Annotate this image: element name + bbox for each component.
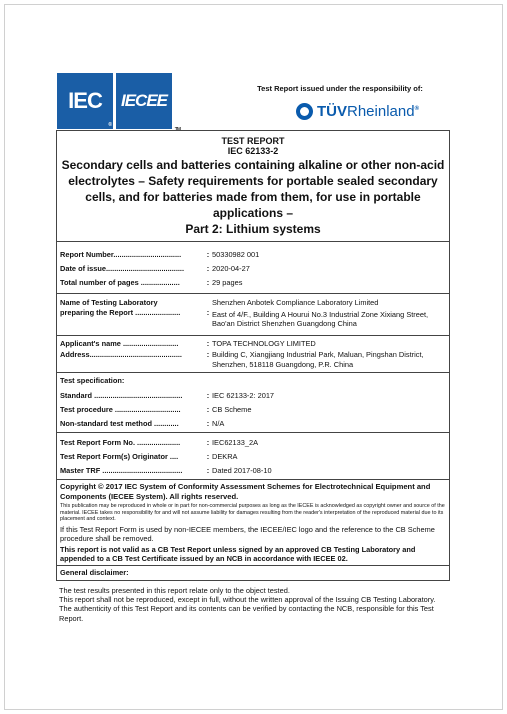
title-block <box>56 131 450 242</box>
standard-heading: IEC 62133-2 <box>227 146 279 156</box>
report-number-value: 50330982 001 <box>212 250 260 260</box>
test-spec-title: Test specification: <box>60 376 125 386</box>
report-number-label: Report Number................................. <box>60 250 182 260</box>
applicant-address: Building C, Xiangjiang Industrial Park, Maluan, Pingshan District, Shenzhen, 518118 Guangdong, P.R. China <box>212 350 424 369</box>
date-row: Date of issue...................................... : 2020-04-27 <box>57 262 449 276</box>
basic-info-section <box>56 242 450 294</box>
procedure-value: CB Scheme <box>212 404 252 414</box>
standard-value: IEC 62133-2: 2017 <box>212 390 275 400</box>
copyright-notice: This publication may be reproduced in whole or in part for non-commercial purposes as long as the IECEE is acknowledged as copyright owner and source of the material. IECEE takes no responsibility for and will not assume liability for damages resulting from the reader's interpretation of the reproduced material due to its placement and context. <box>60 503 445 523</box>
master-trf-label: Master TRF ....................................... <box>60 465 183 475</box>
standard-row: Standard ........................................... : IEC 62133-2: 2017 <box>57 388 449 402</box>
title-line-5: Part 2: Lithium systems <box>185 222 321 236</box>
lab-address: East of 4/F., Building A Hourui No.3 Industrial Zone Xixiang Street, Bao'an District Shenzhen Guangdong China <box>212 309 429 329</box>
title-line-1: Secondary cells and batteries containing alkaline or other non-acid <box>61 158 445 172</box>
master-trf-value: Dated 2017-08-10 <box>212 465 272 475</box>
iec-registered-mark: ® <box>108 122 111 128</box>
iec-logo <box>57 73 113 129</box>
test-spec-section <box>56 373 450 433</box>
applicant-address-row: Address............................................. : Building C, Xiangjiang Industrial Park, Maluan, Pingshan District, Shenzhen, 518118 Guangdong, P.R. China <box>57 349 449 370</box>
iec-logo-text: IEC <box>68 88 102 113</box>
report-heading: TEST REPORT <box>221 136 285 146</box>
procedure-row: Test procedure ................................ : CB Scheme <box>57 402 449 416</box>
copyright-section <box>56 480 450 566</box>
report-table <box>56 130 450 626</box>
nonstd-value: N/A <box>212 418 225 428</box>
iecee-logo-text: IECEE <box>120 91 168 110</box>
form-no-value: IEC62133_2A <box>212 437 259 447</box>
pages-row: Total number of pages ................... : 29 pages <box>57 276 449 290</box>
title-line-3: cells, and for batteries made from them, for use in portable <box>85 190 421 204</box>
disclaimer-text-1: The test results presented in this report relate only to the object tested. <box>59 586 290 596</box>
trf-section <box>56 433 450 480</box>
originator-row: Test Report Form(s) Originator .... : DEKRA <box>57 449 449 463</box>
non-member-notice: If this Test Report Form is used by non-IECEE members, the IECEE/IEC logo and the reference to the CB Scheme procedure shall be removed. <box>60 525 435 544</box>
form-no-row: Test Report Form No. ..................... : IEC62133_2A <box>57 435 449 449</box>
originator-label: Test Report Form(s) Originator .... <box>60 451 179 461</box>
report-number-row: Report Number................................. : 50330982 001 <box>57 248 449 262</box>
applicant-address-label: Address............................................. <box>60 350 182 360</box>
applicant-section <box>56 336 450 374</box>
title-line-2: electrolytes – Safety requirements for portable sealed secondary <box>68 174 438 188</box>
originator-value: DEKRA <box>212 451 238 461</box>
disclaimer-body <box>56 581 450 626</box>
applicant-name-label: Applicant's name ........................... <box>60 338 179 348</box>
nonstd-label: Non-standard test method ............ <box>60 418 179 428</box>
date-value: 2020-04-27 <box>212 264 250 274</box>
disclaimer-text-2: This report shall not be reproduced, except in full, without the written approval of the Issuing CB Testing Laboratory. The authenticity of this Test Report and its contents can be verified by contacting the NCB, responsible for this Test Report. <box>59 595 436 623</box>
iecee-logo <box>116 73 180 133</box>
disclaimer-title: General disclaimer: <box>56 566 450 581</box>
applicant-name-row: Applicant's name ........................... : TOPA TECHNOLOGY LIMITED <box>57 338 449 350</box>
responsibility-text: Test Report issued under the responsibility of: <box>257 84 423 93</box>
master-trf-row: Master TRF ....................................... : Dated 2017-08-10 <box>57 463 449 477</box>
validity-notice: This report is not valid as a CB Test Report unless signed by an approved CB Testing Laboratory and appended to a CB Test Certificate issued by an NCB in accordance with IECEE 02. <box>60 545 416 564</box>
lab-row: Name of Testing Laboratory preparing the Report ...................... : Shenzhen Anbotek Compliance Laboratory Limited East of 4/F., Building A Hourui No.3 Industrial Zone Xixiang Street, Bao'an District Shenzhen Guangdong China <box>57 297 449 332</box>
iecee-trademark: TM <box>174 127 180 133</box>
form-no-label: Test Report Form No. ..................... <box>60 437 181 447</box>
tuv-rheinland-logo <box>296 103 419 120</box>
standard-label: Standard ........................................... <box>60 390 183 400</box>
lab-section <box>56 294 450 336</box>
title-line-4: applications – <box>212 206 294 220</box>
tuv-circle-icon <box>296 103 313 120</box>
pages-label: Total number of pages ................... <box>60 278 180 288</box>
copyright-title: Copyright © 2017 IEC System of Conformity Assessment Schemes for Electrotechnical Equipment and Components (IECEE System). All rights reserved. <box>60 482 431 501</box>
date-label: Date of issue...................................... <box>60 264 185 274</box>
applicant-name: TOPA TECHNOLOGY LIMITED <box>212 338 316 348</box>
nonstd-row: Non-standard test method ............ : N/A <box>57 416 449 430</box>
tuv-logo-text: TÜVRheinland® <box>317 103 419 120</box>
lab-name: Shenzhen Anbotek Compliance Laboratory Limited <box>212 297 379 307</box>
lab-label: Name of Testing Laboratory preparing the Report ...................... <box>60 297 181 317</box>
pages-value: 29 pages <box>212 278 243 288</box>
procedure-label: Test procedure ................................ <box>60 404 181 414</box>
